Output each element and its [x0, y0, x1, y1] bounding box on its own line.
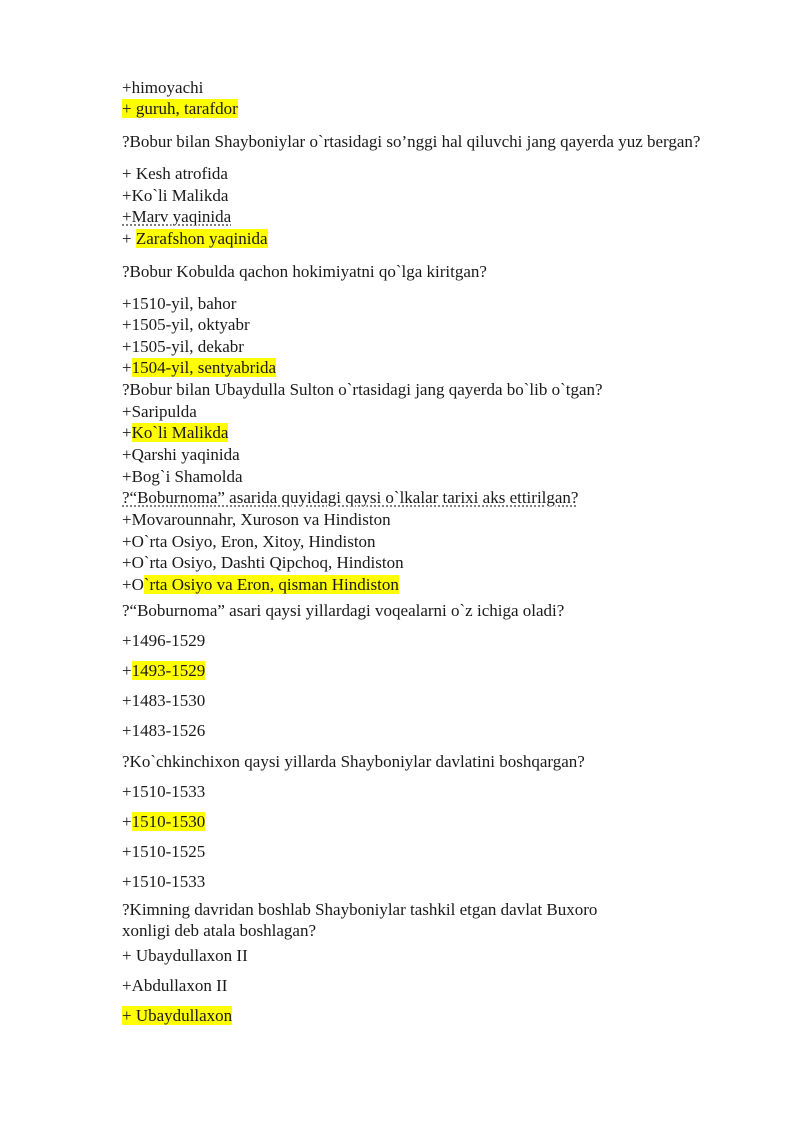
- highlighted-answer: Ko`li Malikda: [131, 423, 229, 442]
- option-line: +1510-yil, bahor: [122, 294, 237, 313]
- option-line: + Kesh atrofida: [122, 164, 228, 183]
- option-line: + Zarafshon yaqinida: [122, 229, 268, 248]
- question-line: ?Bobur bilan Shayboniylar o`rtasidagi so’nggi hal qiluvchi jang qayerda yuz bergan?: [122, 132, 701, 151]
- option-line: +Marv yaqinida: [122, 207, 232, 226]
- highlighted-answer: 1493-1529: [131, 661, 206, 680]
- option-line: +1510-1530: [122, 812, 206, 831]
- question-line: ?“Boburnoma” asari qaysi yillardagi voqealarni o`z ichiga oladi?: [122, 601, 565, 620]
- option-line: +Ko`li Malikda: [122, 423, 229, 442]
- option-line: +1493-1529: [122, 661, 206, 680]
- option-line: +1505-yil, oktyabr: [122, 315, 250, 334]
- option-line: +1505-yil, dekabr: [122, 337, 244, 356]
- option-line: [122, 1005, 232, 1026]
- option-line: +1504-yil, sentyabrida: [122, 358, 277, 377]
- question-line: ?Bobur Kobulda qachon hokimiyatni qo`lga kiritgan?: [122, 262, 487, 281]
- highlighted-answer: + guruh, tarafdor: [122, 99, 238, 118]
- option-line: +1483-1526: [122, 721, 206, 740]
- option-line: +1510-1525: [122, 842, 206, 861]
- option-line: +O`rta Osiyo, Dashti Qipchoq, Hindiston: [122, 553, 404, 572]
- option-line: +1483-1530: [122, 691, 206, 710]
- text-line: [122, 98, 238, 119]
- option-line: +Bog`i Shamolda: [122, 467, 243, 486]
- option-line: +O`rta Osiyo va Eron, qisman Hindiston: [122, 575, 399, 594]
- option-line: +Abdullaxon II: [122, 976, 228, 995]
- highlighted-answer: + Ubaydullaxon: [122, 1006, 233, 1025]
- text-line: +himoyachi: [122, 78, 204, 97]
- highlighted-answer: 1510-1530: [131, 812, 206, 831]
- question-line: ?“Boburnoma” asarida quyidagi qaysi o`lkalar tarixi aks ettirilgan?: [122, 488, 579, 507]
- question-line: ?Bobur bilan Ubaydulla Sulton o`rtasidagi jang qayerda bo`lib o`tgan?: [122, 380, 603, 399]
- question-line: xonligi deb atala boshlagan?: [122, 921, 317, 940]
- option-line: +1510-1533: [122, 872, 206, 891]
- question-line: ?Ko`chkinchixon qaysi yillarda Shayboniylar davlatini boshqargan?: [122, 752, 585, 771]
- option-line: +O`rta Osiyo, Eron, Xitoy, Hindiston: [122, 532, 376, 551]
- option-line: +1510-1533: [122, 782, 206, 801]
- option-line: +1496-1529: [122, 631, 206, 650]
- option-line: +Ko`li Malikda: [122, 186, 229, 205]
- question-line: ?Kimning davridan boshlab Shayboniylar tashkil etgan davlat Buxoro: [122, 900, 598, 919]
- highlighted-answer: 1504-yil, sentyabrida: [131, 358, 277, 377]
- option-line: +Qarshi yaqinida: [122, 445, 240, 464]
- option-line: +Saripulda: [122, 402, 197, 421]
- highlighted-answer: `rta Osiyo va Eron, qisman Hindiston: [143, 575, 399, 594]
- highlighted-answer: Zarafshon yaqinida: [135, 229, 268, 248]
- option-line: + Ubaydullaxon II: [122, 946, 248, 965]
- option-line: +Movarounnahr, Xuroson va Hindiston: [122, 510, 391, 529]
